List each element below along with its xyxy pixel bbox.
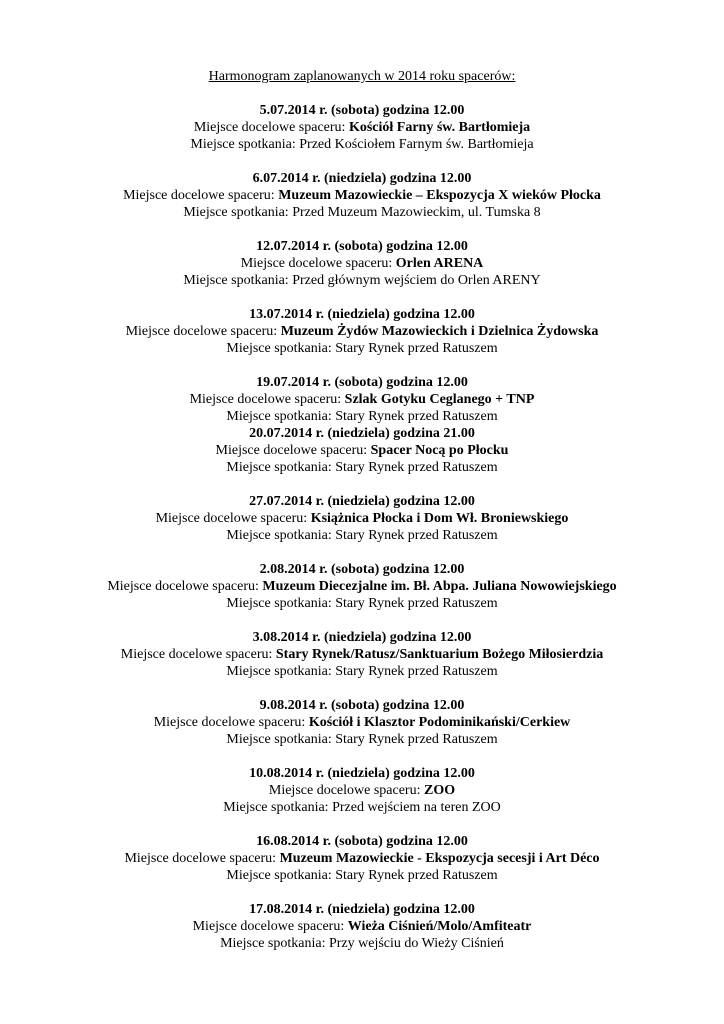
event-date: 3.08.2014 r. (niedziela) godzina 12.00 <box>252 630 472 645</box>
event-date: 27.07.2014 r. (niedziela) godzina 12.00 <box>249 494 475 509</box>
event-destination <box>0 714 724 731</box>
event-destination <box>0 255 724 272</box>
destination-value: Kościół i Klasztor Podominikański/Cerkiew <box>308 715 571 730</box>
event-date: 10.08.2014 r. (niedziela) godzina 12.00 <box>249 766 475 781</box>
event-date: 17.08.2014 r. (niedziela) godzina 12.00 <box>249 902 475 917</box>
destination-label: Miejsce docelowe spaceru: <box>192 919 348 934</box>
event-date: 9.08.2014 r. (sobota) godzina 12.00 <box>259 698 465 713</box>
event-meeting-place: Miejsce spotkania: Stary Rynek przed Ratuszem <box>226 596 498 611</box>
event-destination <box>0 442 724 459</box>
walk-event-5 <box>0 374 724 425</box>
event-destination <box>0 323 724 340</box>
destination-value: Kościół Farny św. Bartłomieja <box>348 120 531 135</box>
event-meeting-place: Miejsce spotkania: Stary Rynek przed Ratuszem <box>226 341 498 356</box>
event-meeting-place: Miejsce spotkania: Stary Rynek przed Ratuszem <box>226 528 498 543</box>
destination-value: Muzeum Żydów Mazowieckich i Dzielnica Żydowska <box>280 324 599 339</box>
event-meeting-place: Miejsce spotkania: Przed wejściem na teren ZOO <box>223 800 501 815</box>
destination-value: Spacer Nocą po Płocku <box>370 443 509 458</box>
event-destination <box>0 119 724 136</box>
event-destination <box>0 782 724 799</box>
destination-label: Miejsce docelowe spaceru: <box>268 783 424 798</box>
destination-label: Miejsce docelowe spaceru: <box>155 511 311 526</box>
destination-value: Orlen ARENA <box>395 256 484 271</box>
event-meeting-place: Miejsce spotkania: Przed Muzeum Mazowieckim, ul. Tumska 8 <box>183 205 541 220</box>
destination-value: Muzeum Mazowieckie - Ekspozycja secesji i Art Déco <box>279 851 600 866</box>
walk-event-12 <box>0 833 724 884</box>
walk-event-2 <box>0 170 724 221</box>
destination-value: Muzeum Diecezjalne im. Bł. Abpa. Juliana Nowowiejskiego <box>262 579 617 594</box>
walk-event-10 <box>0 697 724 748</box>
destination-value: Muzeum Mazowieckie – Ekspozycja X wieków Płocka <box>278 188 601 203</box>
destination-label: Miejsce docelowe spaceru: <box>123 188 279 203</box>
destination-value: Wieża Ciśnień/Molo/Amfiteatr <box>347 919 532 934</box>
walk-event-7 <box>0 493 724 544</box>
event-date: 13.07.2014 r. (niedziela) godzina 12.00 <box>249 307 475 322</box>
destination-value: Książnica Płocka i Dom Wł. Broniewskiego <box>310 511 569 526</box>
destination-value: Stary Rynek/Ratusz/Sanktuarium Bożego Miłosierdzia <box>275 647 604 662</box>
destination-label: Miejsce docelowe spaceru: <box>124 851 280 866</box>
event-destination <box>0 391 724 408</box>
destination-label: Miejsce docelowe spaceru: <box>215 443 371 458</box>
event-date: 6.07.2014 r. (niedziela) godzina 12.00 <box>252 171 472 186</box>
document-page <box>0 68 724 969</box>
event-meeting-place: Miejsce spotkania: Stary Rynek przed Ratuszem <box>226 409 498 424</box>
destination-label: Miejsce docelowe spaceru: <box>193 120 349 135</box>
event-meeting-place: Miejsce spotkania: Stary Rynek przed Ratuszem <box>226 732 498 747</box>
walk-event-6 <box>0 425 724 476</box>
walk-event-1 <box>0 102 724 153</box>
event-date: 5.07.2014 r. (sobota) godzina 12.00 <box>259 103 465 118</box>
event-date: 20.07.2014 r. (niedziela) godzina 21.00 <box>249 426 475 441</box>
destination-label: Miejsce docelowe spaceru: <box>189 392 345 407</box>
walk-event-8 <box>0 561 724 612</box>
destination-label: Miejsce docelowe spaceru: <box>107 579 263 594</box>
event-date: 19.07.2014 r. (sobota) godzina 12.00 <box>256 375 468 390</box>
destination-value: Szlak Gotyku Ceglanego + TNP <box>344 392 535 407</box>
walk-event-4 <box>0 306 724 357</box>
event-destination <box>0 918 724 935</box>
event-meeting-place: Miejsce spotkania: Przed Kościołem Farnym św. Bartłomieja <box>190 137 534 152</box>
event-meeting-place: Miejsce spotkania: Stary Rynek przed Ratuszem <box>226 664 498 679</box>
event-meeting-place: Miejsce spotkania: Przed głównym wejściem do Orlen ARENY <box>183 273 541 288</box>
destination-label: Miejsce docelowe spaceru: <box>240 256 396 271</box>
walk-event-11 <box>0 765 724 816</box>
walk-event-9 <box>0 629 724 680</box>
destination-label: Miejsce docelowe spaceru: <box>125 324 281 339</box>
walk-event-3 <box>0 238 724 289</box>
event-destination <box>0 646 724 663</box>
event-meeting-place: Miejsce spotkania: Stary Rynek przed Ratuszem <box>226 868 498 883</box>
event-meeting-place: Miejsce spotkania: Stary Rynek przed Ratuszem <box>226 460 498 475</box>
event-destination <box>0 510 724 527</box>
event-date: 2.08.2014 r. (sobota) godzina 12.00 <box>259 562 465 577</box>
destination-label: Miejsce docelowe spaceru: <box>153 715 309 730</box>
document-title: Harmonogram zaplanowanych w 2014 roku spacerów: <box>208 69 516 84</box>
event-date: 16.08.2014 r. (sobota) godzina 12.00 <box>256 834 468 849</box>
event-destination <box>0 850 724 867</box>
event-date: 12.07.2014 r. (sobota) godzina 12.00 <box>256 239 468 254</box>
walk-event-13 <box>0 901 724 952</box>
event-destination <box>0 187 724 204</box>
destination-value: ZOO <box>423 783 456 798</box>
event-destination <box>0 578 724 595</box>
event-meeting-place: Miejsce spotkania: Przy wejściu do Wieży Ciśnień <box>220 936 504 951</box>
destination-label: Miejsce docelowe spaceru: <box>120 647 276 662</box>
